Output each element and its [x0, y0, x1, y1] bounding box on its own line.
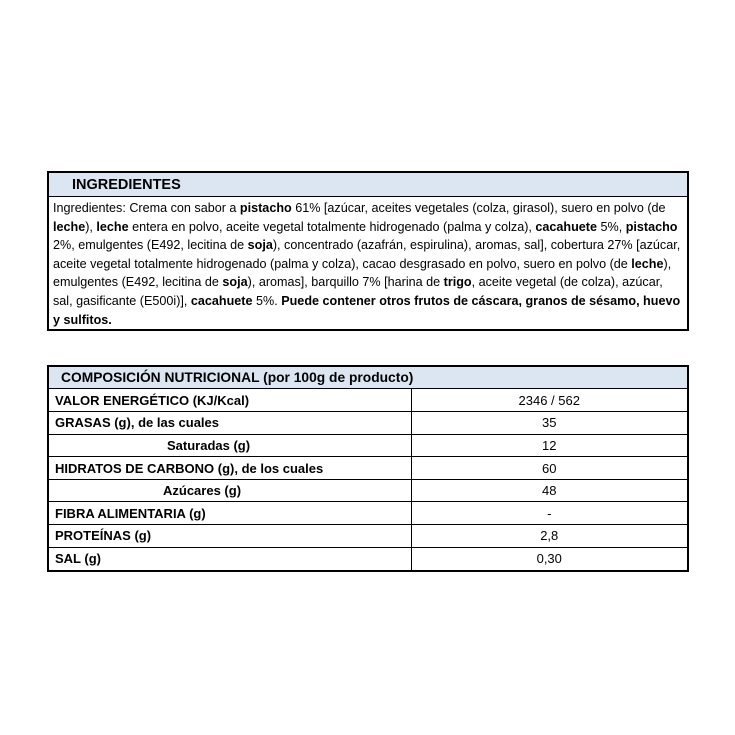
nutrient-suffix: , de los cuales [234, 460, 324, 476]
nutrient-name: GRASAS (g) [55, 415, 131, 431]
nutrition-row [49, 457, 687, 480]
ingredients-panel [47, 171, 689, 331]
ingredients-text [49, 197, 687, 329]
ingredient-allergen: trigo [443, 275, 472, 290]
ingredient-allergen: leche [96, 219, 129, 234]
nutrient-value: 48 [411, 479, 687, 502]
nutrition-row [49, 389, 687, 412]
ingredient-text: ), concentrado (azafrán, espirulina), aromas, sal], cobertura 27% [azúcar, aceite vegetal totalmente hidrogenado (palma y colza), cacao desgrasado en polvo, suero en polvo (de [53, 238, 681, 271]
nutrient-label [49, 434, 411, 457]
nutrient-label [49, 389, 411, 412]
ingredient-allergen: leche [53, 219, 86, 234]
nutrient-name: Saturadas (g) [167, 437, 251, 453]
ingredient-text: entera en polvo, aceite vegetal totalmente hidrogenado (palma y colza), [128, 219, 536, 234]
nutrient-value: - [411, 502, 687, 525]
nutrition-header: COMPOSICIÓN NUTRICIONAL (por 100g de producto) [49, 367, 687, 389]
nutrient-name: PROTEÍNAS (g) [55, 528, 152, 544]
nutrient-value: 2346 / 562 [411, 389, 687, 412]
nutrient-value: 2,8 [411, 525, 687, 548]
ingredient-text: 5%. [252, 293, 282, 308]
ingredient-allergen: pistacho [625, 219, 678, 234]
ingredient-text: ), emulgentes (E492, lecitina de [53, 256, 672, 290]
nutrient-value: 60 [411, 457, 687, 480]
nutrient-name: VALOR ENERGÉTICO (KJ/Kcal) [55, 392, 250, 408]
nutrient-value: 12 [411, 434, 687, 457]
nutrient-suffix: , de las cuales [130, 415, 220, 431]
nutrient-label [49, 502, 411, 525]
nutrition-row [49, 525, 687, 548]
nutrient-label [49, 412, 411, 435]
ingredient-allergen: pistacho [239, 201, 292, 215]
nutrient-value: 35 [411, 412, 687, 435]
ingredient-allergen: cacahuete [535, 219, 597, 234]
nutrient-name: FIBRA ALIMENTARIA (g) [55, 505, 206, 521]
nutrition-row [49, 412, 687, 435]
ingredient-text: Ingredientes: Crema con sabor a [53, 201, 240, 215]
ingredient-allergen: leche [631, 256, 664, 271]
nutrition-row [49, 434, 687, 457]
ingredient-text: ), aromas], barquillo 7% [harina de [247, 275, 444, 290]
ingredient-text: 5%, [597, 219, 626, 234]
nutrition-row [49, 547, 687, 570]
nutrient-value: 0,30 [536, 551, 562, 567]
ingredient-allergen: soja [222, 275, 248, 290]
nutrient-name: HIDRATOS DE CARBONO (g) [55, 460, 235, 476]
ingredient-text: 2%, emulgentes (E492, lecitina de [53, 238, 248, 253]
nutrient-label [49, 457, 411, 480]
ingredient-allergen: cacahuete [190, 293, 253, 308]
ingredient-text: ), [85, 219, 97, 234]
nutrition-row [49, 479, 687, 502]
nutrient-name: SAL (g) [55, 551, 101, 567]
nutrient-label [49, 525, 411, 548]
ingredient-text: 61% [azúcar, aceites vegetales (colza, girasol), suero en polvo (de [291, 201, 666, 215]
nutrient-label [49, 547, 411, 570]
nutrient-label [49, 479, 411, 502]
nutrition-panel [47, 365, 689, 572]
nutrition-row [49, 502, 687, 525]
nutrition-table [49, 389, 687, 570]
ingredients-header: INGREDIENTES [49, 173, 687, 197]
ingredient-allergen: Puede contener otros frutos de cáscara, granos de sésamo, huevo y sulfitos. [53, 293, 681, 327]
ingredient-allergen: soja [247, 238, 273, 253]
ingredient-text: , aceite vegetal (de colza), azúcar, sal, gasificante (E500i)], [53, 275, 663, 308]
nutrient-name: Azúcares (g) [163, 483, 242, 499]
